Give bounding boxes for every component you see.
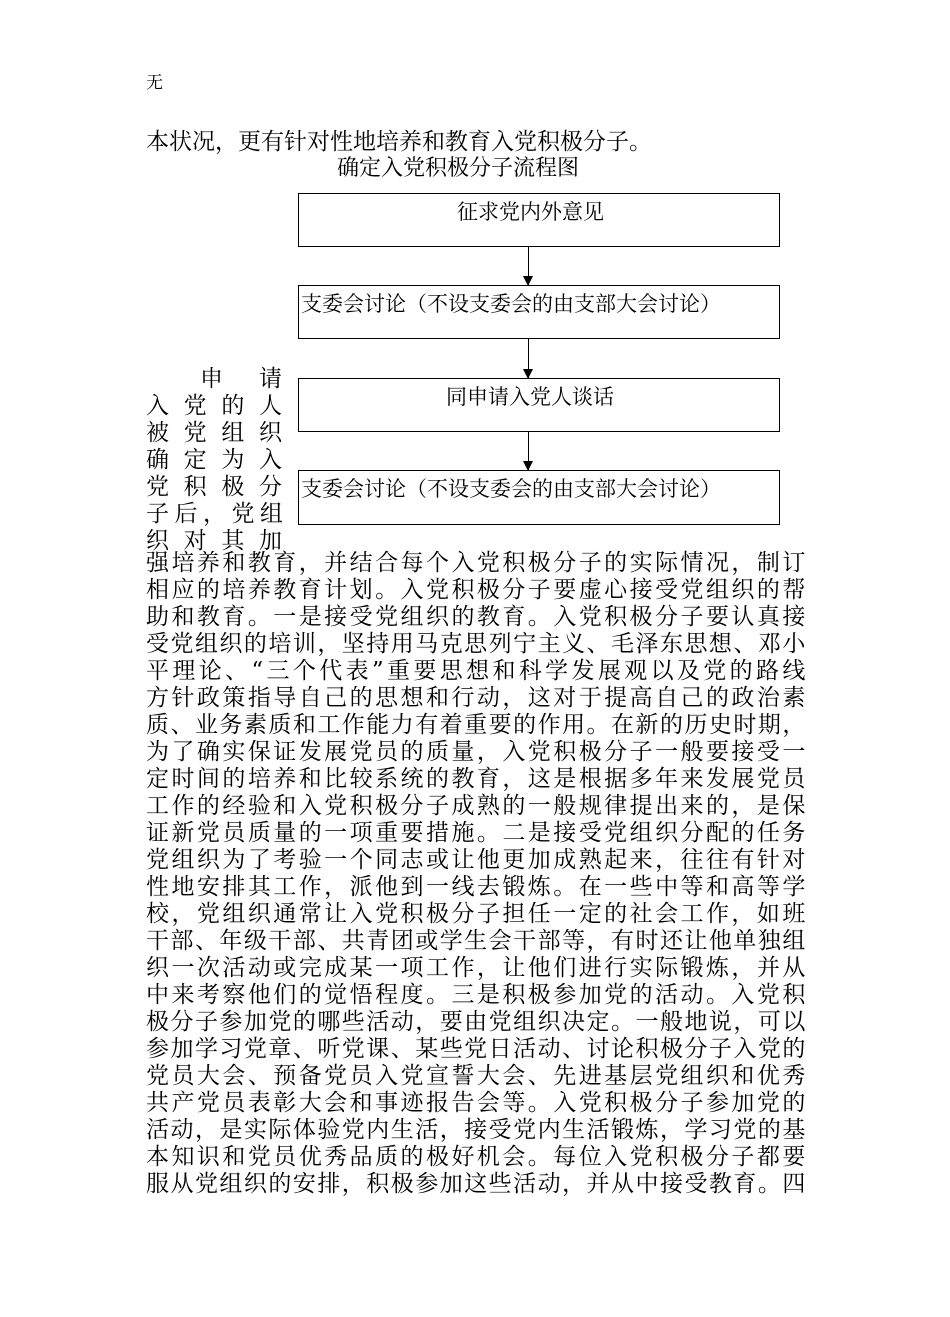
flow-arrow-2 <box>528 339 529 378</box>
side-paragraph <box>146 366 282 555</box>
body-line: 织一次活动或完成某一项工作，让他们进行实际锻炼，并从 <box>146 955 805 981</box>
side-line: 申 请 <box>200 366 282 392</box>
body-line: 平理论、“三个代表”重要思想和科学发展观以及党的路线 <box>146 658 805 684</box>
body-line: 受党组织的培训，坚持用马克思列宁主义、毛泽东思想、邓小 <box>146 631 805 657</box>
header-mark: 无 <box>146 73 163 93</box>
body-line: 极分子参加党的哪些活动，要由党组织决定。一般地说，可以 <box>146 1009 805 1035</box>
body-line: 为了确实保证发展党员的质量，入党积极分子一般要接受一 <box>146 739 805 765</box>
body-line: 中来考察他们的觉悟程度。三是积极参加党的活动。入党积 <box>146 982 805 1008</box>
body-line: 本知识和党员优秀品质的极好机会。每位入党积极分子都要 <box>146 1144 805 1170</box>
body-line: 质、业务素质和工作能力有着重要的作用。在新的历史时期， <box>146 712 805 738</box>
body-line: 证新党员质量的一项重要措施。二是接受党组织分配的任务 <box>146 820 805 846</box>
flow-step-2 <box>298 285 780 339</box>
body-line: 定时间的培养和比较系统的教育，这是根据多年来发展党员 <box>146 766 805 792</box>
flow-step-4-label: 支委会讨论（不设支委会的由支部大会讨论） <box>301 477 721 501</box>
flow-arrow-3 <box>528 432 529 470</box>
body-line: 强培养和教育，并结合每个入党积极分子的实际情况，制订 <box>146 550 805 576</box>
flow-step-1 <box>298 193 780 247</box>
side-line: 确定为入 <box>146 447 282 473</box>
flow-arrow-1 <box>528 247 529 285</box>
body-line: 服从党组织的安排，积极参加这些活动，并从中接受教育。四 <box>146 1171 805 1197</box>
body-line: 活动，是实际体验党内生活，接受党内生活锻炼，学习党的基 <box>146 1117 805 1143</box>
body-line: 校，党组织通常让入党积极分子担任一定的社会工作，如班 <box>146 901 805 927</box>
body-line: 干部、年级干部、共青团或学生会干部等，有时还让他单独组 <box>146 928 805 954</box>
body-line: 相应的培养教育计划。入党积极分子要虚心接受党组织的帮 <box>146 577 805 603</box>
side-line: 入党的人 <box>146 393 282 419</box>
body-line: 性地安排其工作，派他到一线去锻炼。在一些中等和高等学 <box>146 874 805 900</box>
flow-step-1-label: 征求党内外意见 <box>457 200 604 224</box>
body-line: 党组织为了考验一个同志或让他更加成熟起来，往往有针对 <box>146 847 805 873</box>
side-line: 被党组织 <box>146 420 282 446</box>
side-line: 织对其加 <box>146 528 282 554</box>
flow-step-4 <box>298 470 780 525</box>
flow-step-3 <box>298 378 780 432</box>
body-line: 共产党员表彰大会和事迹报告会等。入党积极分子参加党的 <box>146 1090 805 1116</box>
flow-step-3-label: 同申请入党人谈话 <box>446 385 614 409</box>
body-line: 参加学习党章、听党课、某些党日活动、讨论积极分子入党的 <box>146 1036 805 1062</box>
body-line: 方针政策指导自己的思想和行动，这对于提高自己的政治素 <box>146 685 805 711</box>
body-paragraph <box>146 550 805 1198</box>
body-line: 党员大会、预备党员入党宣誓大会、先进基层党组织和优秀 <box>146 1063 805 1089</box>
flowchart-title: 确定入党积极分子流程图 <box>337 156 580 181</box>
intro-line: 本状况，更有针对性地培养和教育入党积极分子。 <box>146 129 652 155</box>
side-line: 党积极分 <box>146 474 282 500</box>
body-line: 助和教育。一是接受党组织的教育。入党积极分子要认真接 <box>146 604 805 630</box>
flow-step-2-label: 支委会讨论（不设支委会的由支部大会讨论） <box>301 292 721 316</box>
side-line: 子后，党组 <box>146 501 282 527</box>
body-line: 工作的经验和入党积极分子成熟的一般规律提出来的，是保 <box>146 793 805 819</box>
